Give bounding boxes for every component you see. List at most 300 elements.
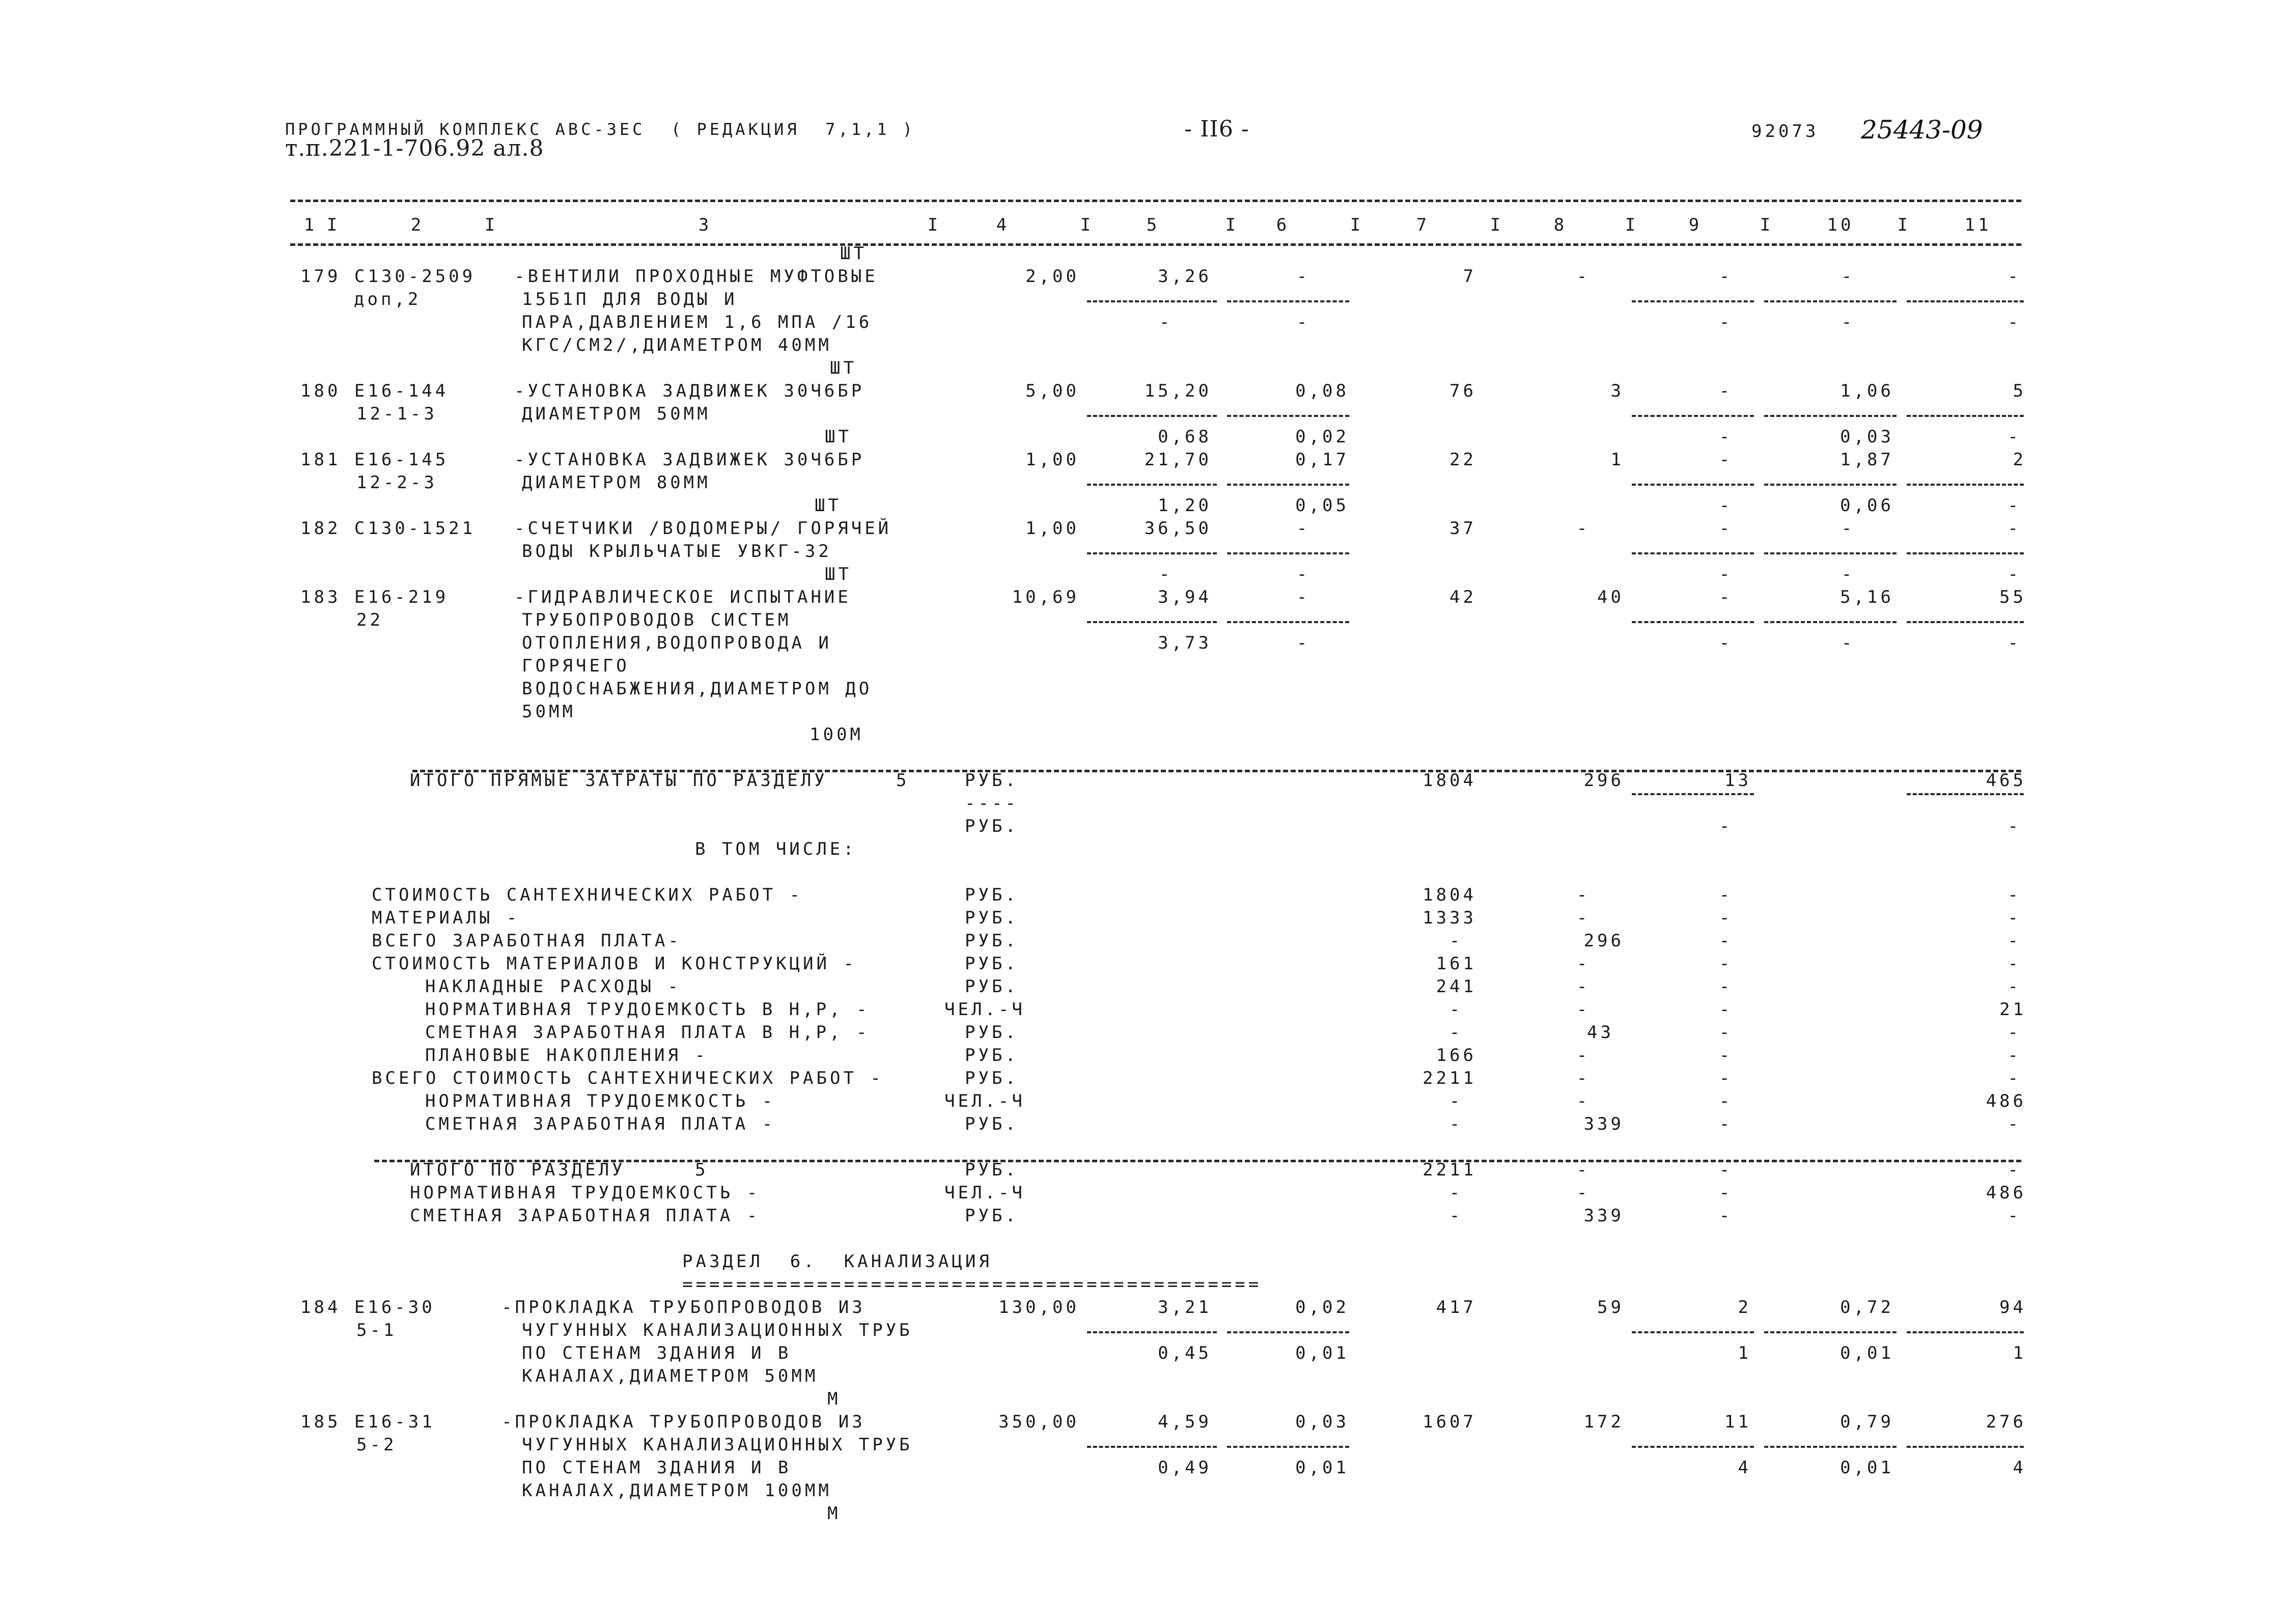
value-separator [1632,484,1754,486]
table-cell: -ПРОКЛАДКА ТРУБОПРОВОДОВ ИЗ [501,1297,866,1318]
value-separator [1632,300,1754,302]
table-cell: 5 [2013,381,2026,401]
table-cell: -ПРОКЛАДКА ТРУБОПРОВОДОВ ИЗ [501,1412,866,1432]
table-cell: - [1159,564,1173,584]
column-separator: I [1760,215,1774,235]
table-cell: ЧУГУННЫХ КАНАЛИЗАЦИОННЫХ ТРУБ [522,1320,913,1340]
table-cell: 2,00 [1025,266,1079,287]
table-cell: - [2008,976,2021,997]
table-cell: 1,87 [1840,450,1894,470]
table-cell: - [1576,518,1591,539]
table-cell: - [2008,1068,2021,1088]
table-cell: - [1841,266,1855,287]
value-separator [1764,484,1897,486]
table-cell: 59 [1597,1297,1624,1318]
table-cell: - [1296,587,1311,607]
table-cell: 0,49 [1158,1458,1212,1478]
table-cell: - [1719,564,1733,584]
table-cell: СМЕТНАЯ ЗАРАБОТНАЯ ПЛАТА - [425,1114,776,1134]
table-cell: ТРУБОПРОВОДОВ СИСТЕМ [522,610,792,630]
table-cell: 1,20 [1158,495,1212,516]
table-cell: - [2008,495,2021,516]
table-cell: ЧУГУННЫХ КАНАЛИЗАЦИОННЫХ ТРУБ [522,1435,913,1455]
table-cell: 0,79 [1840,1412,1894,1432]
value-separator [1227,552,1349,554]
table-cell: 10,69 [1012,587,1079,607]
table-cell: РУБ. [965,885,1019,905]
table-cell: -УСТАНОВКА ЗАДВИЖЕК 30Ч6БР [514,381,865,401]
table-cell: - [1296,564,1311,584]
table-cell: - [2008,633,2021,653]
value-separator [1764,552,1897,554]
table-cell: - [2008,816,2021,836]
table-cell: СМЕТНАЯ ЗАРАБОТНАЯ ПЛАТА - [410,1206,761,1226]
table-cell: - [1719,885,1733,905]
table-cell: - [1719,1068,1733,1088]
program-header: ПРОГРАММНЫЙ КОМПЛЕКС АВС-ЗЕС ( РЕДАКЦИЯ 7,1,1 ) [285,120,916,139]
table-cell: 5-2 [356,1435,397,1455]
table-cell: 1,00 [1025,518,1079,539]
table-cell: 2 [1738,1297,1751,1318]
table-cell: 37 [1450,518,1476,539]
table-cell: 1 [1610,450,1624,470]
table-cell: 12-1-3 [356,404,437,424]
table-cell: СМЕТНАЯ ЗАРАБОТНАЯ ПЛАТА В Н,Р, - [425,1022,870,1043]
value-separator [1632,621,1754,623]
table-cell: ГОРЯЧЕГО [522,656,630,676]
table-cell: 3,21 [1158,1297,1212,1318]
table-cell: ВСЕГО ЗАРАБОТНАЯ ПЛАТА- [372,931,682,951]
table-cell: РУБ. [965,770,1019,791]
table-cell: - [1576,954,1591,974]
table-cell: - [1576,976,1591,997]
table-cell: РУБ. [965,976,1019,997]
table-cell: 161 [1436,954,1476,974]
column-separator: I [326,215,341,235]
table-cell: 0,05 [1295,495,1349,516]
table-cell: доп,2 [354,289,422,310]
table-cell: 181 Е16-145 [300,450,449,470]
table-cell: РАЗДЕЛ 6. КАНАЛИЗАЦИЯ [682,1251,992,1272]
table-cell: 40 [1597,587,1624,607]
table-cell: ВОДОСНАБЖЕНИЯ,ДИАМЕТРОМ ДО [522,679,873,699]
value-separator [1632,1331,1754,1333]
table-cell: 5 [896,770,910,791]
table-cell: ИТОГО ПО РАЗДЕЛУ [410,1160,626,1180]
table-cell: 130,00 [998,1297,1079,1318]
value-separator [1632,415,1754,417]
table-cell: 5,16 [1840,587,1894,607]
table-cell: ПАРА,ДАВЛЕНИЕМ 1,6 МПА /16 [522,312,873,332]
table-cell: 4,59 [1158,1412,1212,1432]
table-cell: 2 [2013,450,2026,470]
table-cell: - [2008,266,2021,287]
table-cell: НОРМАТИВНАЯ ТРУДОЕМКОСТЬ - [425,1091,776,1111]
column-number: 2 [410,215,425,235]
section-total-rule [412,770,2021,772]
table-cell: 15Б1П ДЛЯ ВОДЫ И [522,289,738,310]
table-cell: 21 [1999,999,2026,1020]
table-cell: ВСЕГО СТОИМОСТЬ САНТЕХНИЧЕСКИХ РАБОТ - [372,1068,884,1088]
table-cell: -УСТАНОВКА ЗАДВИЖЕК 30Ч6БР [514,450,865,470]
table-cell: 0,01 [1295,1343,1349,1363]
table-cell: РУБ. [965,1022,1019,1043]
value-separator [1227,415,1349,417]
table-cell: РУБ. [965,816,1019,836]
table-cell: - [1719,908,1733,928]
value-separator [1907,300,2024,302]
value-separator [1087,1331,1217,1333]
table-cell: - [1719,1022,1733,1043]
table-cell: 166 [1436,1045,1476,1066]
table-cell: - [1719,1114,1733,1134]
table-cell: 0,02 [1295,427,1349,447]
column-number: 1 [303,215,318,235]
table-cell: - [2008,931,2021,951]
table-cell: 0,45 [1158,1343,1212,1363]
table-cell: - [2008,954,2021,974]
column-number: 9 [1688,215,1703,235]
table-cell: 0,01 [1295,1458,1349,1478]
value-separator [1087,300,1217,302]
table-cell: 22 [356,610,383,630]
table-cell: 1,06 [1840,381,1894,401]
table-cell: 339 [1583,1114,1624,1134]
table-cell: М [827,1389,841,1409]
table-cell: 42 [1450,587,1476,607]
table-cell: - [1449,999,1463,1020]
table-cell: ПО СТЕНАМ ЗДАНИЯ И В [522,1343,792,1363]
value-separator [1907,621,2024,623]
column-number: 7 [1416,215,1430,235]
table-cell: 76 [1450,381,1476,401]
value-separator [1764,1446,1897,1448]
table-cell: ШТ [830,358,857,378]
table-cell: РУБ. [965,1045,1019,1066]
table-cell: 0,02 [1295,1297,1349,1318]
column-separator: I [1080,215,1094,235]
table-cell: - [1449,1022,1463,1043]
table-cell: - [1719,587,1733,607]
table-cell: 1804 [1423,770,1476,791]
table-cell: - [1296,266,1311,287]
value-separator [1087,621,1217,623]
value-separator [1907,1331,2024,1333]
column-number: 4 [996,215,1010,235]
column-number: 10 [1827,215,1854,235]
table-cell: ЧЕЛ.-Ч [944,1183,1025,1203]
table-cell: 1804 [1423,885,1476,905]
table-cell: - [2008,1206,2021,1226]
table-cell: ШТ [825,427,852,447]
column-number: 6 [1276,215,1290,235]
table-cell: 0,72 [1840,1297,1894,1318]
table-cell: 3,73 [1158,633,1212,653]
table-cell: =========================================== [682,1274,1262,1295]
table-cell: - [1296,518,1311,539]
table-cell: 4 [2013,1458,2026,1478]
table-cell: КАНАЛАХ,ДИАМЕТРОМ 100ММ [522,1480,832,1501]
table-cell: 4 [1738,1458,1751,1478]
value-separator [1907,552,2024,554]
table-cell: 5,00 [1025,381,1079,401]
value-separator [1632,793,1754,795]
table-cell: - [1719,1206,1733,1226]
table-cell: РУБ. [965,1160,1019,1180]
table-cell: 7 [1463,266,1476,287]
table-cell: - [1576,999,1591,1020]
table-cell: 241 [1436,976,1476,997]
table-cell: В ТОМ ЧИСЛЕ: [695,839,857,859]
value-separator [1227,1446,1349,1448]
table-cell: 0,01 [1840,1343,1894,1363]
table-cell: - [2008,908,2021,928]
table-cell: ОТОПЛЕНИЯ,ВОДОПРОВОДА И [522,633,832,653]
table-cell: 0,03 [1840,427,1894,447]
table-cell: 182 С130-1521 [300,518,476,539]
table-cell: - [1449,1206,1463,1226]
table-cell: 184 Е16-30 [300,1297,435,1318]
value-separator [1087,484,1217,486]
table-cell: - [1296,633,1311,653]
column-separator: I [927,215,941,235]
table-cell: НОРМАТИВНАЯ ТРУДОЕМКОСТЬ - [410,1183,761,1203]
table-cell: 465 [1986,770,2026,791]
table-cell: ---- [965,793,1019,814]
table-cell: - [1719,633,1733,653]
table-cell: 2211 [1423,1160,1476,1180]
table-cell: - [1159,312,1173,332]
value-separator [1632,552,1754,554]
table-cell: - [1576,1045,1591,1066]
table-cell: - [1841,518,1855,539]
column-number: 11 [1964,215,1992,235]
table-cell: - [2008,427,2021,447]
table-cell: - [1719,1160,1733,1180]
table-cell: 486 [1986,1183,2026,1203]
table-cell: - [1576,908,1591,928]
table-cell: - [2008,1160,2021,1180]
table-cell: 3 [1610,381,1624,401]
value-separator [1764,415,1897,417]
table-cell: - [1719,312,1733,332]
table-cell: 13 [1724,770,1751,791]
column-separator: I [484,215,498,235]
table-cell: - [1576,1091,1591,1111]
table-cell: РУБ. [965,1068,1019,1088]
table-cell: - [1841,633,1855,653]
table-cell: - [1449,1091,1463,1111]
table-cell: 100М [810,724,863,745]
table-cell: - [1719,954,1733,974]
table-cell: 1 [2013,1343,2026,1363]
table-cell: - [1576,1160,1591,1180]
table-cell: 12-2-3 [356,472,437,493]
column-separator: I [1350,215,1364,235]
table-cell: - [1576,1183,1591,1203]
table-cell: 179 С130-2509 [300,266,476,287]
table-cell: - [1841,564,1855,584]
table-cell: 3,26 [1158,266,1212,287]
table-cell: -СЧЕТЧИКИ /ВОДОМЕРЫ/ ГОРЯЧЕЙ [514,518,892,539]
table-cell: - [1719,427,1733,447]
table-cell: СТОИМОСТЬ МАТЕРИАЛОВ И КОНСТРУКЦИЙ - [372,954,857,974]
column-number: 3 [698,215,712,235]
table-cell: - [1449,931,1463,951]
table-cell: РУБ. [965,908,1019,928]
table-cell: ШТ [815,495,842,516]
table-cell: ШТ [840,243,867,264]
table-cell: РУБ. [965,931,1019,951]
table-cell: 94 [1999,1297,2026,1318]
table-cell: ЧЕЛ.-Ч [944,999,1025,1020]
table-cell: КГС/СМ2/,ДИАМЕТРОМ 40ММ [522,335,832,355]
table-cell: 15,20 [1144,381,1212,401]
value-separator [1087,1446,1217,1448]
value-separator [1632,1446,1754,1448]
column-separator: I [1490,215,1504,235]
table-cell: - [2008,1114,2021,1134]
table-cell: - [1719,1091,1733,1111]
table-cell: ДИАМЕТРОМ 80ММ [522,472,711,493]
table-cell: КАНАЛАХ,ДИАМЕТРОМ 50ММ [522,1366,819,1386]
table-cell: 172 [1583,1412,1624,1432]
table-cell: НОРМАТИВНАЯ ТРУДОЕМКОСТЬ В Н,Р, - [425,999,870,1020]
table-cell: М [827,1503,841,1524]
table-cell: 36,50 [1144,518,1212,539]
table-cell: ШТ [825,564,852,584]
column-separator: I [1225,215,1239,235]
table-cell: - [2008,885,2021,905]
table-cell: 296 [1583,931,1624,951]
table-cell: 1607 [1423,1412,1476,1432]
table-cell: 2211 [1423,1068,1476,1088]
table-cell: 417 [1436,1297,1476,1318]
value-separator [1907,793,2024,795]
value-separator [1764,300,1897,302]
table-cell: - [1841,312,1855,332]
project-code: т.п.221-1-706.92 ал.8 [285,135,544,161]
value-separator [1227,621,1349,623]
table-cell: 486 [1986,1091,2026,1111]
handwritten-stamp: 25443-09 [1861,115,1983,145]
table-cell: 22 [1450,450,1476,470]
table-top-rule [290,200,2021,202]
value-separator [1764,1331,1897,1333]
table-cell: - [1719,1183,1733,1203]
table-cell: 43 [1587,1022,1614,1043]
table-cell: - [1719,1045,1733,1066]
table-cell: 183 Е16-219 [300,587,449,607]
value-separator [1227,484,1349,486]
table-cell: 50ММ [522,702,576,722]
table-cell: РУБ. [965,1114,1019,1134]
table-cell: - [1719,931,1733,951]
table-cell: 5-1 [356,1320,397,1340]
table-cell: 3,94 [1158,587,1212,607]
table-cell: ИТОГО ПРЯМЫЕ ЗАТРАТЫ ПО РАЗДЕЛУ [410,770,828,791]
column-separator: I [1897,215,1911,235]
table-cell: -ГИДРАВЛИЧЕСКОЕ ИСПЫТАНИЕ [514,587,851,607]
table-cell: - [1719,381,1733,401]
table-cell: ЧЕЛ.-Ч [944,1091,1025,1111]
table-cell: - [1719,976,1733,997]
table-cell: ДИАМЕТРОМ 50ММ [522,404,711,424]
page-number: - II6 - [1184,116,1249,142]
table-cell: СТОИМОСТЬ САНТЕХНИЧЕСКИХ РАБОТ - [372,885,803,905]
table-cell: 0,03 [1295,1412,1349,1432]
table-cell: 11 [1724,1412,1751,1432]
table-cell: - [1719,816,1733,836]
value-separator [1907,484,2024,486]
table-cell: - [1296,312,1311,332]
table-cell: - [2008,1045,2021,1066]
table-cell: - [1719,495,1733,516]
value-separator [1227,300,1349,302]
table-cell: 339 [1583,1206,1624,1226]
value-separator [1087,415,1217,417]
table-cell: - [2008,518,2021,539]
value-separator [1087,552,1217,554]
table-cell: 276 [1986,1412,2026,1432]
table-cell: 0,06 [1840,495,1894,516]
table-cell: - [1576,1068,1591,1088]
table-cell: 5 [695,1160,709,1180]
table-cell: РУБ. [965,954,1019,974]
table-cell: 0,01 [1840,1458,1894,1478]
table-cell: - [1576,885,1591,905]
document-code: 92073 [1751,121,1819,142]
table-cell: НАКЛАДНЫЕ РАСХОДЫ - [425,976,681,997]
table-cell: - [1719,518,1733,539]
value-separator [1764,621,1897,623]
header-bottom-rule [290,243,2021,246]
table-cell: 21,70 [1144,450,1212,470]
table-cell: РУБ. [965,1206,1019,1226]
table-cell: ВОДЫ КРЫЛЬЧАТЫЕ УВКГ-32 [522,541,832,562]
column-number: 8 [1553,215,1568,235]
table-cell: ПО СТЕНАМ ЗДАНИЯ И В [522,1458,792,1478]
table-cell: 296 [1583,770,1624,791]
table-cell: - [1719,999,1733,1020]
table-cell: - [1449,1114,1463,1134]
table-cell: ПЛАНОВЫЕ НАКОПЛЕНИЯ - [425,1045,708,1066]
table-cell: -ВЕНТИЛИ ПРОХОДНЫЕ МУФТОВЫЕ [514,266,878,287]
table-cell: 0,68 [1158,427,1212,447]
table-cell: 1,00 [1025,450,1079,470]
table-cell: - [2008,1022,2021,1043]
table-cell: - [1719,266,1733,287]
column-separator: I [1625,215,1639,235]
table-cell: - [1719,450,1733,470]
table-cell: 1 [1738,1343,1751,1363]
table-cell: - [1449,1183,1463,1203]
table-cell: - [1576,266,1591,287]
value-separator [1907,1446,2024,1448]
column-number: 5 [1146,215,1160,235]
table-cell: - [2008,564,2021,584]
table-cell: - [2008,312,2021,332]
table-cell: 185 Е16-31 [300,1412,435,1432]
table-cell: 55 [1999,587,2026,607]
section-summary-rule [374,1160,2021,1162]
value-separator [1907,415,2024,417]
value-separator [1227,1331,1349,1333]
table-cell: 0,08 [1295,381,1349,401]
table-cell: 0,17 [1295,450,1349,470]
table-cell: 350,00 [998,1412,1079,1432]
table-cell: 1333 [1423,908,1476,928]
